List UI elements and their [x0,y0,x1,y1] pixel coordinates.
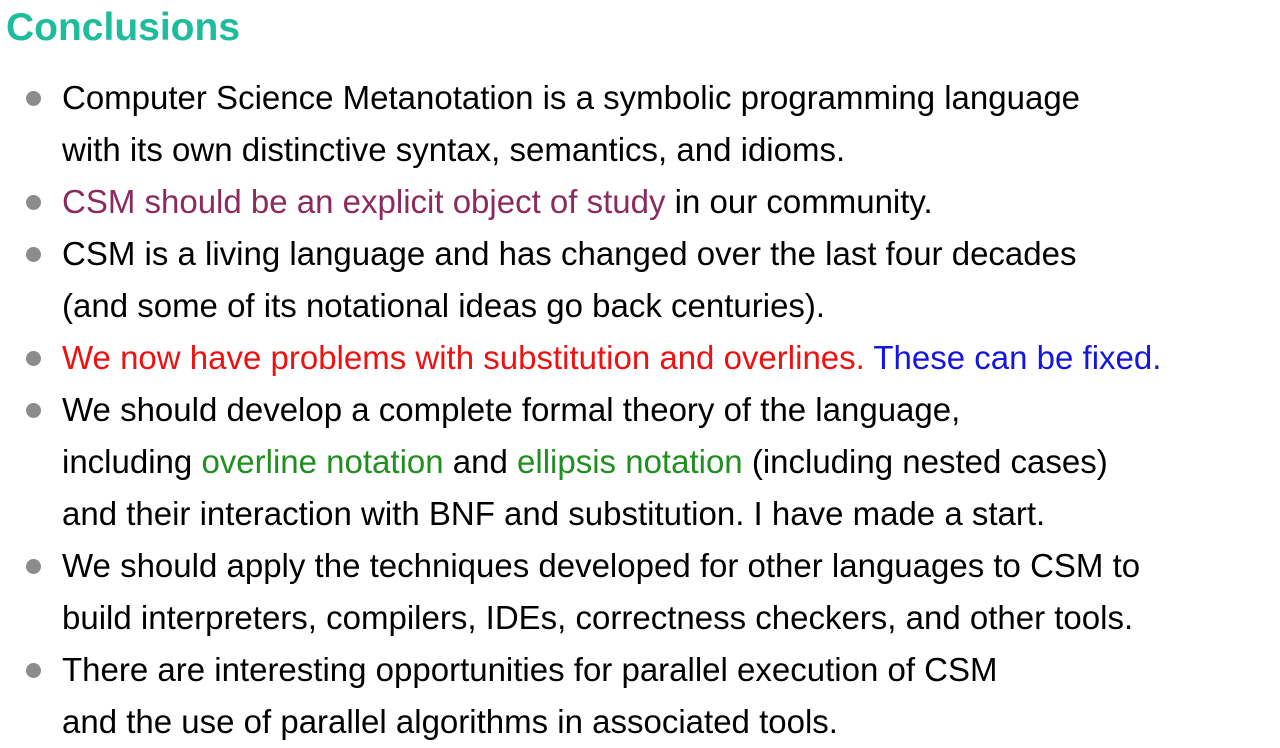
bullet-text-segment: including [62,443,202,480]
bullet-text-segment: and their interaction with BNF and substitution. I have made a start. [62,495,1046,532]
bullet-item [0,332,1280,384]
bullet-text-segment: and [443,443,518,480]
bullet-text-segment: CSM is a living language and has changed over the last four decades [62,235,1077,272]
bullet-dot-icon [26,247,41,262]
bullet-text-segment: and the use of parallel algorithms in associated tools. [62,703,838,740]
bullet-dot-icon [26,91,41,106]
bullet-item [0,644,1280,748]
bullet-line [62,540,1280,592]
bullet-item [0,384,1280,540]
bullet-text-segment: ellipsis notation [517,443,743,480]
bullet-line [62,176,1280,228]
bullet-text-segment: CSM should be an explicit object of study [62,183,666,220]
bullet-line [62,280,1280,332]
bullet-line [62,436,1280,488]
bullet-line [62,488,1280,540]
bullet-dot-icon [26,663,41,678]
bullet-list [0,72,1280,748]
bullet-text-segment: in our community. [665,183,933,220]
bullet-line [62,644,1280,696]
bullet-item [0,72,1280,176]
bullet-text-segment: There are interesting opportunities for parallel execution of CSM [62,651,998,688]
bullet-line [62,384,1280,436]
bullet-dot-icon [26,559,41,574]
bullet-item [0,228,1280,332]
bullet-line [62,72,1280,124]
bullet-item [0,176,1280,228]
bullet-line [62,228,1280,280]
bullet-line [62,332,1280,384]
bullet-text-segment: Computer Science Metanotation is a symbolic programming language [62,79,1081,116]
bullet-text-segment: We should develop a complete formal theory of the language, [62,391,961,428]
bullet-dot-icon [26,351,41,366]
bullet-line [62,124,1280,176]
bullet-text-segment: (and some of its notational ideas go back centuries). [62,287,826,324]
bullet-item [0,540,1280,644]
bullet-dot-icon [26,403,41,418]
bullet-text-segment: We now have problems with substitution and overlines. [62,339,865,376]
slide-title: Conclusions [6,6,241,49]
bullet-line [62,696,1280,748]
bullet-text-segment: These can be fixed. [864,339,1162,376]
bullet-line [62,592,1280,644]
bullet-text-segment: (including nested cases) [742,443,1108,480]
bullet-text-segment: with its own distinctive syntax, semantics, and idioms. [62,131,846,168]
bullet-dot-icon [26,195,41,210]
bullet-text-segment: overline notation [201,443,444,480]
bullet-text-segment: build interpreters, compilers, IDEs, correctness checkers, and other tools. [62,599,1134,636]
bullet-text-segment: We should apply the techniques developed for other languages to CSM to [62,547,1141,584]
